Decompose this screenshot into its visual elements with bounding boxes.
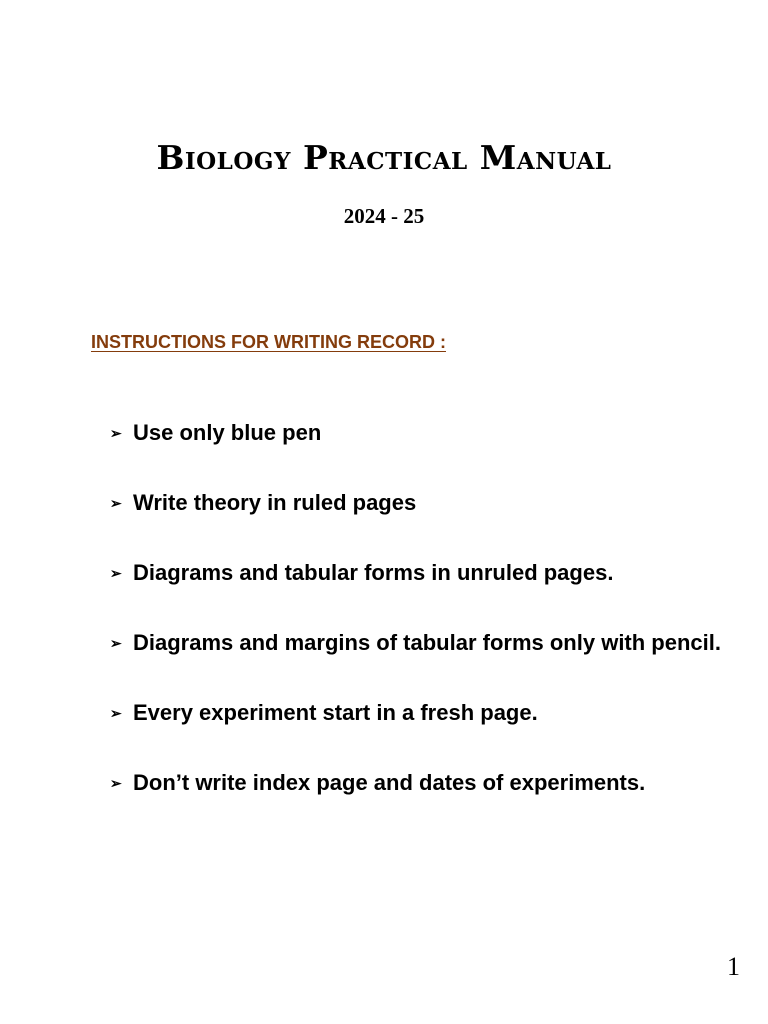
page-number: 1 — [727, 952, 740, 981]
arrow-bullet-icon: ➢ — [110, 705, 122, 721]
instruction-text: Write theory in ruled pages — [133, 490, 417, 515]
academic-year: 2024 - 25 — [343, 204, 425, 228]
arrow-bullet-icon: ➢ — [110, 775, 122, 791]
arrow-bullet-icon: ➢ — [110, 425, 122, 441]
instruction-text: Every experiment start in a fresh page. — [133, 700, 538, 725]
list-item — [110, 486, 730, 520]
instruction-text: Diagrams and tabular forms in unruled pages. — [133, 560, 614, 585]
page-title: Biology Practical Manual — [156, 138, 612, 177]
list-item — [110, 626, 730, 660]
arrow-bullet-icon: ➢ — [110, 495, 122, 511]
instruction-text: Don’t write index page and dates of experiments. — [133, 770, 646, 795]
arrow-bullet-icon: ➢ — [110, 635, 122, 651]
instruction-text: Diagrams and margins of tabular forms only with pencil. — [133, 630, 721, 655]
instruction-text: Use only blue pen — [133, 420, 322, 445]
list-item — [110, 416, 730, 450]
arrow-bullet-icon: ➢ — [110, 565, 122, 581]
list-item — [110, 766, 730, 800]
instructions-heading: INSTRUCTIONS FOR WRITING RECORD : — [91, 332, 446, 352]
list-item — [110, 696, 730, 730]
list-item — [110, 556, 730, 590]
instructions-list — [110, 416, 730, 800]
